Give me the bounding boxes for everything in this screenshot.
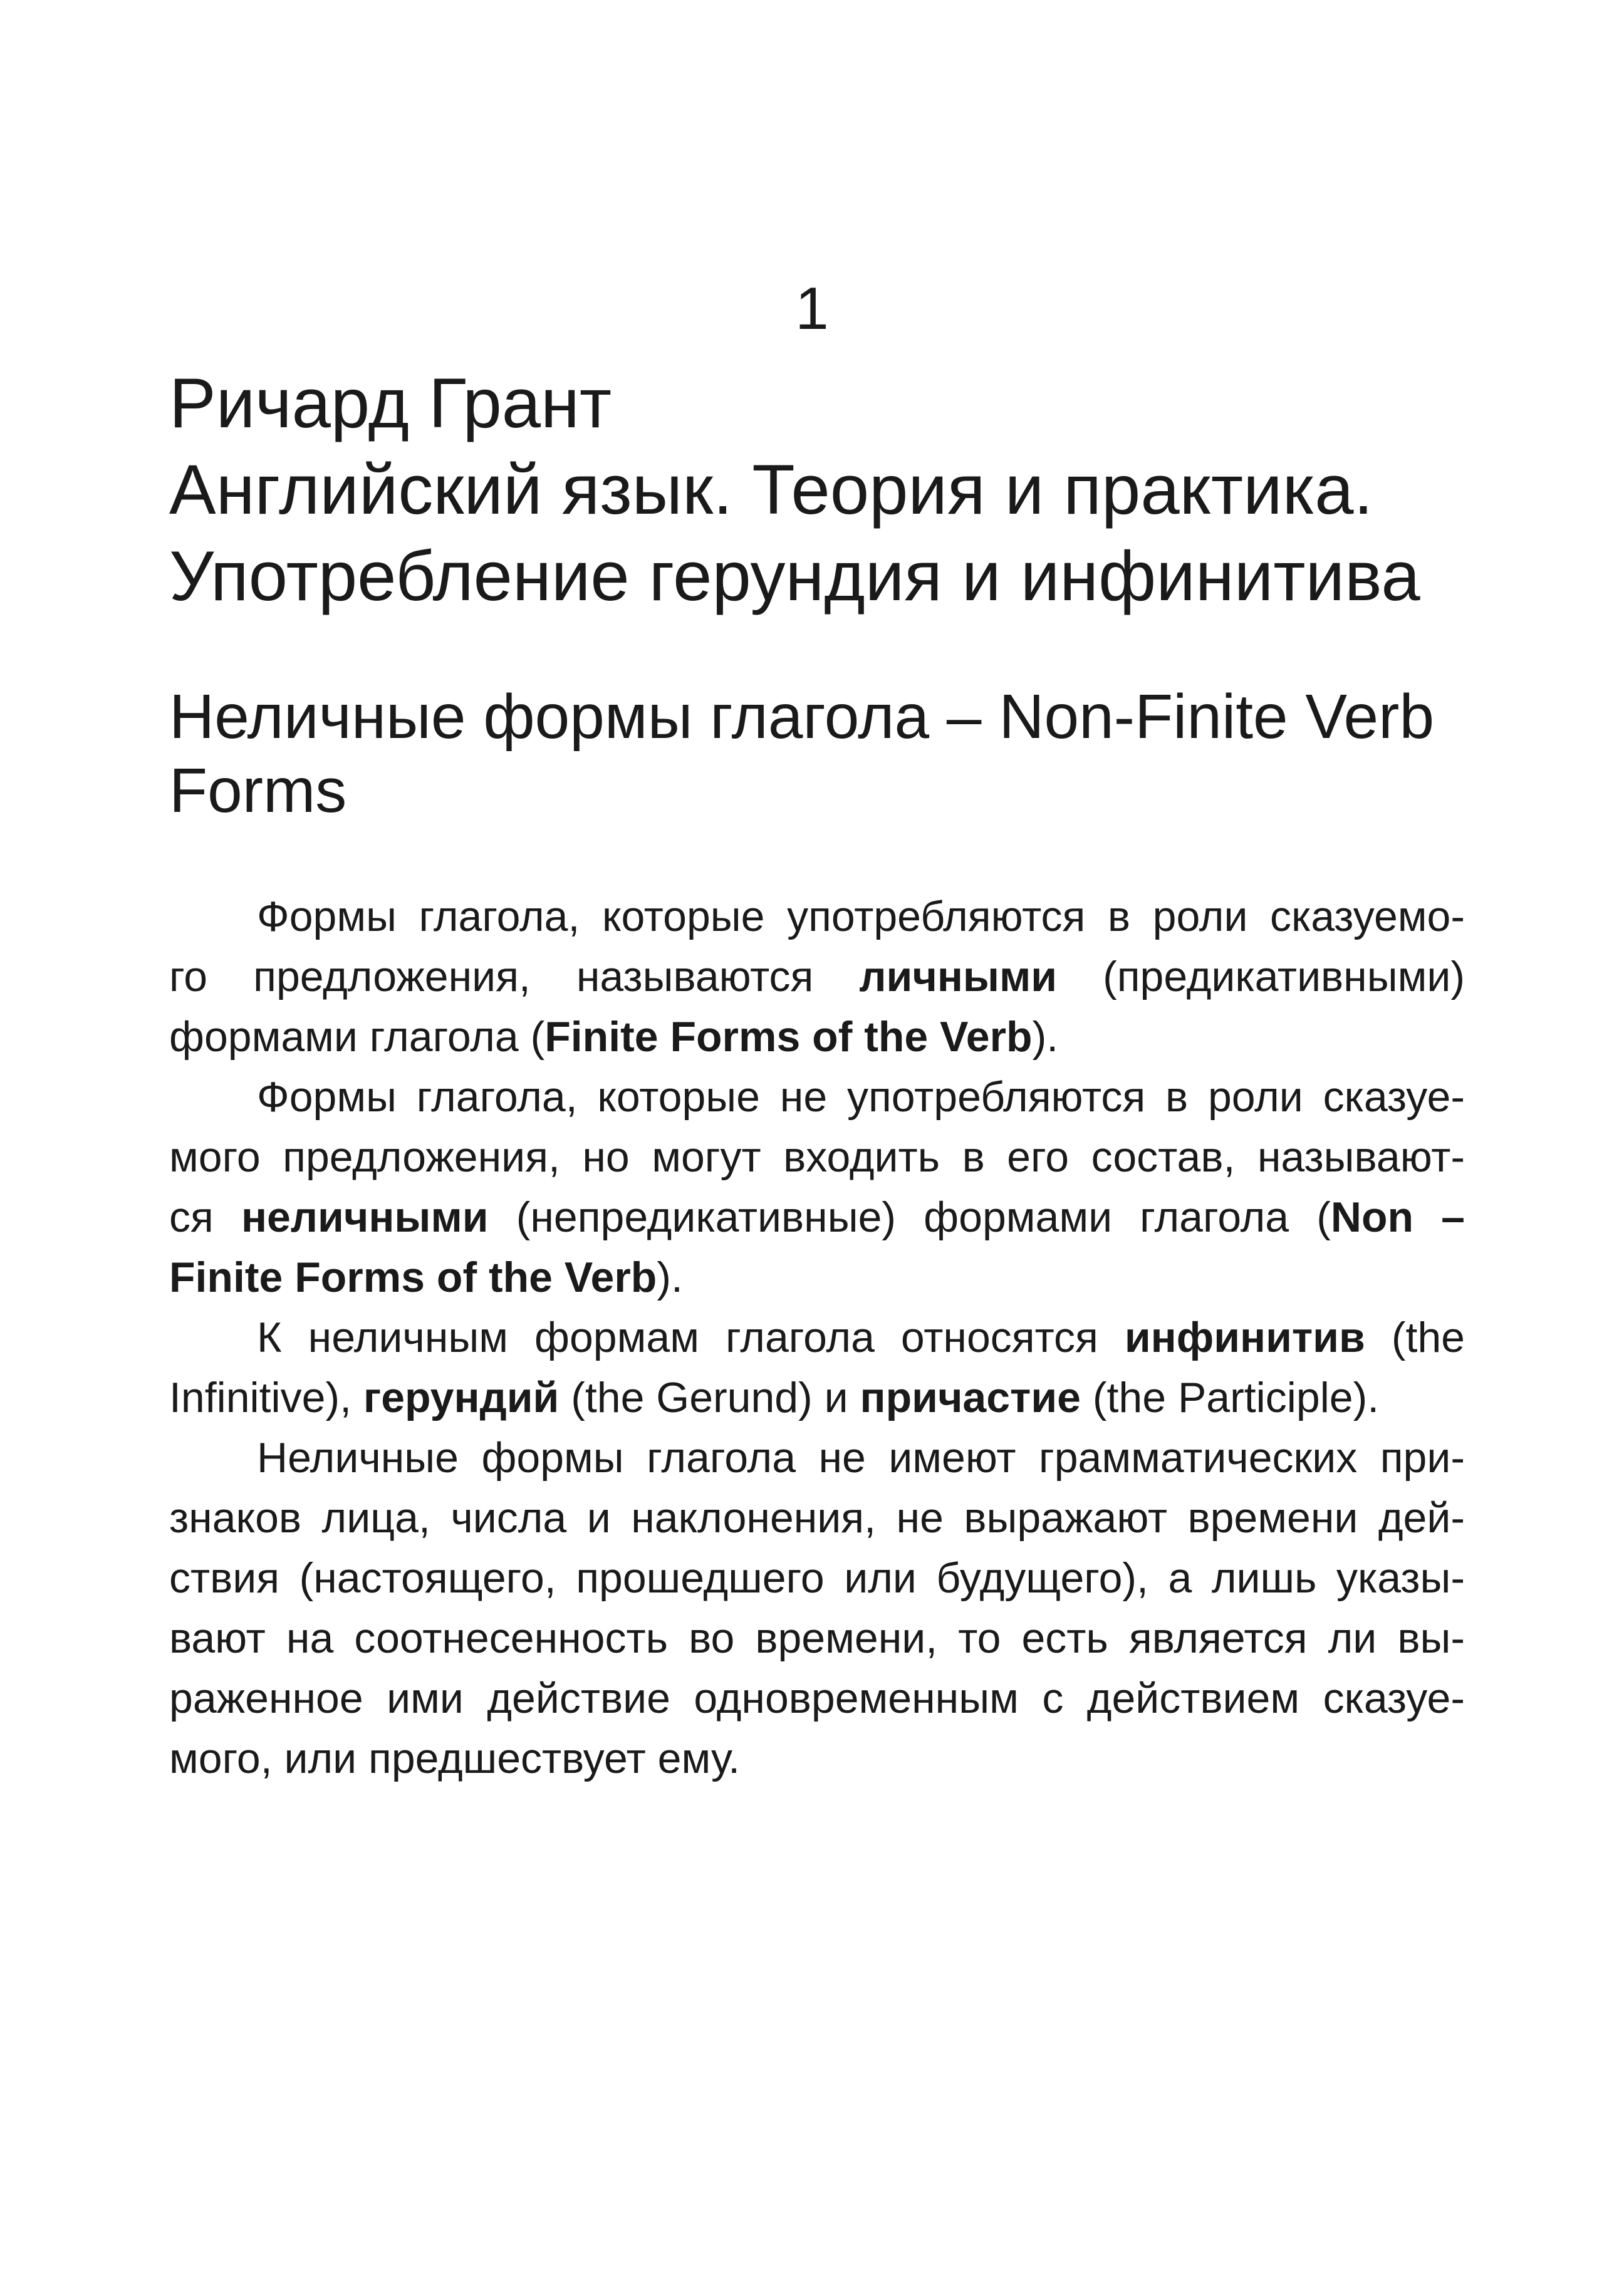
book-title-line-2: Употребление герундия и инфинитива — [169, 537, 1420, 615]
text-run: Неличные формы глагола не имеют грамматических при- — [257, 1434, 1465, 1482]
text-line — [169, 1007, 1465, 1067]
text-run: ся — [169, 1193, 241, 1241]
text-run: мого предложения, но могут входить в его состав, называют- — [169, 1133, 1465, 1181]
book-title-line-1: Английский язык. Теория и практика. — [169, 450, 1373, 529]
text-run: (предикативными) — [1057, 953, 1465, 1000]
section-heading-line-2: Forms — [169, 756, 347, 826]
bold-term: Non – — [1330, 1193, 1465, 1241]
text-line — [169, 1488, 1465, 1548]
paragraph-forms-list — [169, 1307, 1465, 1428]
text-run: ). — [1032, 1013, 1059, 1061]
bold-term: причастие — [860, 1374, 1081, 1421]
text-run: (непредикативные) формами глагола ( — [488, 1193, 1331, 1241]
text-run: ). — [657, 1254, 683, 1301]
text-run: ствия (настоящего, прошедшего или будущего), а лишь указы- — [169, 1554, 1465, 1602]
section-heading — [169, 680, 1479, 828]
text-line — [169, 1067, 1465, 1127]
bold-term: неличными — [241, 1193, 489, 1241]
bold-term: герундий — [363, 1374, 560, 1421]
text-run: Infinitive), — [169, 1374, 363, 1421]
text-run: формами глагола ( — [169, 1013, 545, 1061]
text-line — [169, 1608, 1465, 1668]
text-line — [169, 1668, 1465, 1728]
text-line — [169, 1548, 1465, 1608]
text-run: вают на соотнесенность во времени, то есть является ли вы- — [169, 1614, 1465, 1662]
text-line — [169, 1127, 1465, 1187]
paragraph-non-finite-forms — [169, 1067, 1465, 1307]
text-run: Формы глагола, которые употребляются в роли сказуемо- — [257, 893, 1465, 940]
text-line — [169, 1428, 1465, 1488]
text-run: (the — [1365, 1314, 1465, 1361]
bold-term: личными — [859, 953, 1058, 1000]
bold-term: Finite Forms of the Verb — [169, 1254, 657, 1301]
text-line — [169, 886, 1465, 947]
bold-term: инфинитив — [1124, 1314, 1365, 1361]
text-run: го предложения, называются — [169, 953, 860, 1000]
text-run: (the Gerund) и — [559, 1374, 860, 1421]
text-run: мого, или предшествует ему. — [169, 1735, 741, 1782]
author-name: Ричард Грант — [169, 364, 612, 442]
text-line — [169, 1728, 1465, 1789]
page-number: 1 — [795, 275, 829, 342]
book-title-block — [169, 360, 1485, 620]
text-line — [169, 1247, 1465, 1307]
text-run: (the Participle). — [1080, 1374, 1380, 1421]
paragraph-grammar-features — [169, 1428, 1465, 1789]
body-text — [169, 886, 1465, 1789]
paragraph-finite-forms — [169, 886, 1465, 1067]
section-heading-line-1: Неличные формы глагола – Non-Finite Verb — [169, 682, 1435, 752]
bold-term: Finite Forms of the Verb — [544, 1013, 1033, 1061]
text-line — [169, 1368, 1465, 1428]
text-run: раженное ими действие одновременным с действием сказуе- — [169, 1675, 1465, 1722]
text-line — [169, 1187, 1465, 1247]
text-run: Формы глагола, которые не употребляются в роли сказуе- — [257, 1073, 1465, 1121]
text-run: знаков лица, числа и наклонения, не выражают времени дей- — [169, 1494, 1465, 1542]
text-line — [169, 947, 1465, 1007]
text-run: К неличным формам глагола относятся — [257, 1314, 1125, 1361]
text-line — [169, 1307, 1465, 1368]
